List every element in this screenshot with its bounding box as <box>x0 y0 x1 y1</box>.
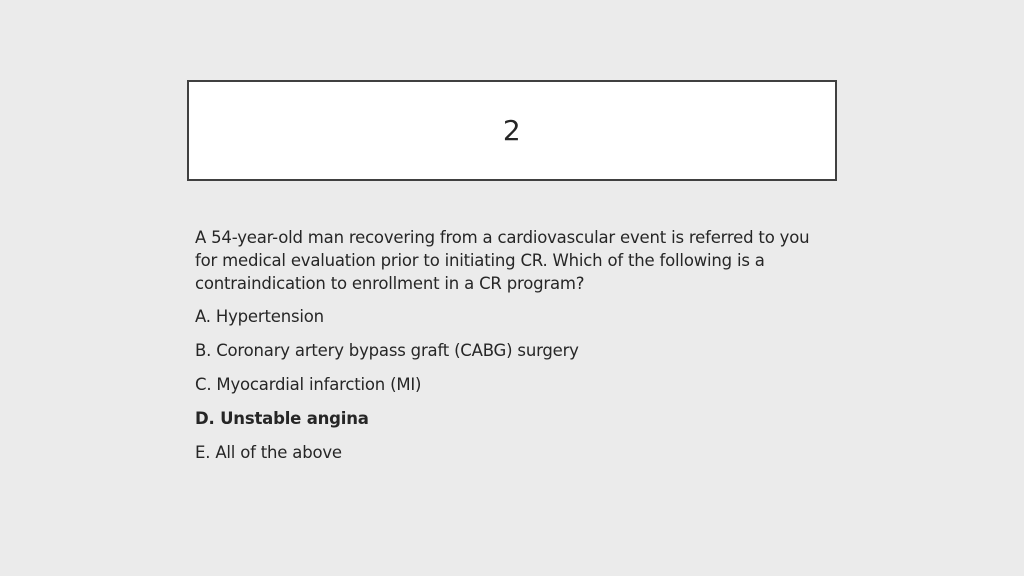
question-text: A 54-year-old man recovering from a cardiovascular event is referred to you for medical evaluation prior to initiating CR. Which of the following is a contraindication to enrollment in a CR program? <box>195 228 810 293</box>
slide-title: 2 <box>502 114 522 147</box>
slide-content <box>195 226 835 475</box>
answer-option-d: D. Unstable angina <box>195 409 369 428</box>
answer-option-e: E. All of the above <box>195 443 342 462</box>
answer-option-c: C. Myocardial infarction (MI) <box>195 375 422 394</box>
answer-option-b: B. Coronary artery bypass graft (CABG) surgery <box>195 341 579 360</box>
slide-title-box <box>187 80 837 181</box>
answer-option-a: A. Hypertension <box>195 307 324 326</box>
answer-options-list <box>195 305 835 464</box>
